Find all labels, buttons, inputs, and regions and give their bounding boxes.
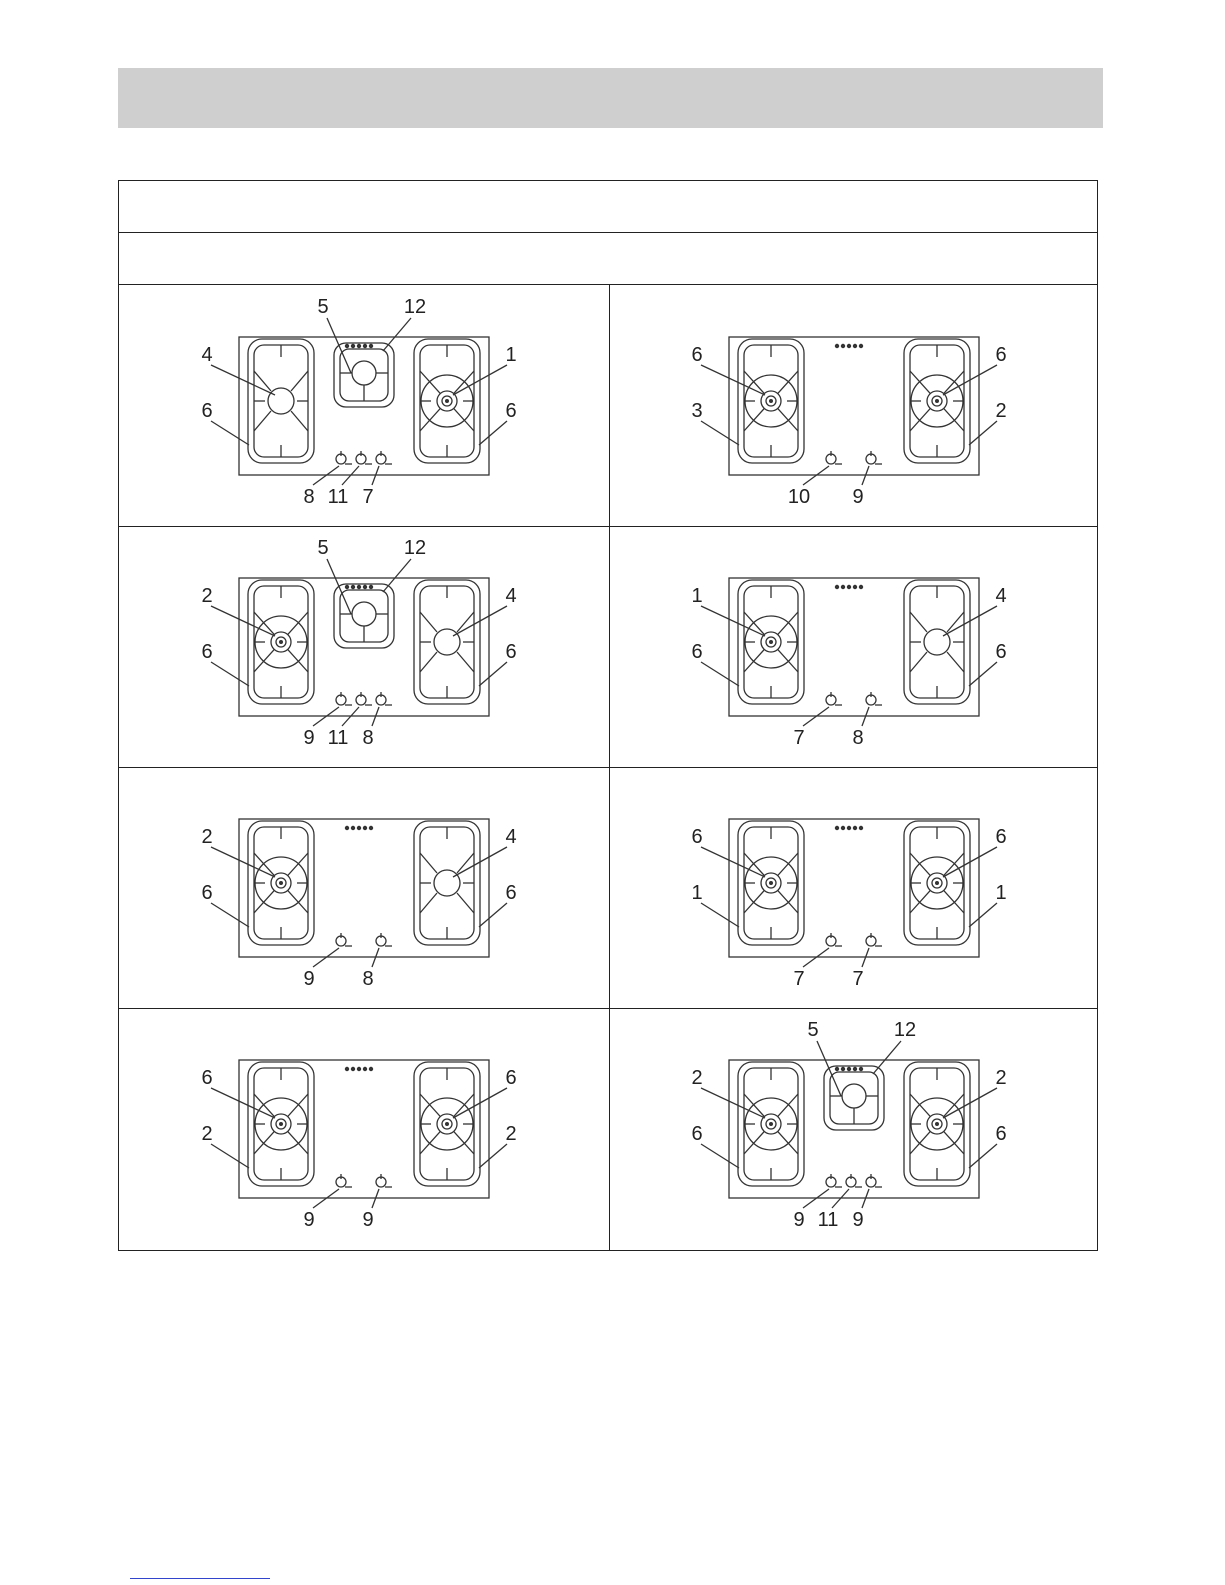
section-header-bar <box>118 68 1103 128</box>
leader-line <box>479 421 507 445</box>
indicator-dot-icon <box>835 1067 839 1071</box>
label-upper-right: 6 <box>505 1067 517 1089</box>
label-bottom: 9 <box>852 1209 864 1231</box>
label-lower-left: 6 <box>201 400 213 422</box>
leader-line <box>211 365 275 395</box>
label-bottom: 7 <box>852 968 864 990</box>
label-bottom: 8 <box>362 727 374 749</box>
label-bottom: 8 <box>852 727 864 749</box>
indicator-dot-icon <box>351 826 355 830</box>
label-bottom: 9 <box>852 486 864 508</box>
label-lower-right: 6 <box>995 641 1007 663</box>
burner-cap-icon <box>434 629 460 655</box>
leader-line <box>701 421 739 445</box>
indicator-dot-icon <box>847 344 851 348</box>
label-lower-right: 6 <box>505 882 517 904</box>
indicator-dot-icon <box>847 826 851 830</box>
hob-diagram-cell <box>119 285 609 526</box>
indicator-dot-icon <box>853 826 857 830</box>
label-bottom: 9 <box>303 968 315 990</box>
diagram-grid <box>119 285 1097 1250</box>
indicator-dot-icon <box>369 585 373 589</box>
label-lower-left: 2 <box>201 1123 213 1145</box>
label-lower-left: 6 <box>691 641 703 663</box>
label-lower-right: 6 <box>505 400 517 422</box>
hob-diagram <box>119 526 609 767</box>
hob-diagram <box>609 1008 1099 1249</box>
label-top-b: 12 <box>403 296 427 318</box>
label-upper-left: 6 <box>691 826 703 848</box>
indicator-dot-icon <box>345 826 349 830</box>
label-bottom: 10 <box>787 486 811 508</box>
hob-diagram-cell <box>609 526 1099 767</box>
table-header-row-1 <box>119 181 1097 233</box>
indicator-dot-icon <box>841 585 845 589</box>
indicator-dot-icon <box>859 344 863 348</box>
indicator-dot-icon <box>363 826 367 830</box>
leader-line <box>383 559 411 592</box>
label-bottom: 9 <box>303 727 315 749</box>
label-lower-left: 6 <box>201 641 213 663</box>
indicator-dot-icon <box>357 826 361 830</box>
label-bottom: 9 <box>793 1209 805 1231</box>
indicator-dot-icon <box>357 344 361 348</box>
burner-cap-icon <box>924 629 950 655</box>
burner-cap-icon <box>268 388 294 414</box>
label-upper-right: 4 <box>995 585 1007 607</box>
indicator-dot-icon <box>369 1067 373 1071</box>
label-bottom: 7 <box>362 486 374 508</box>
hob-diagram-cell <box>609 285 1099 526</box>
indicator-dot-icon <box>351 344 355 348</box>
wok-burner-icon <box>352 602 376 626</box>
hob-diagram <box>119 767 609 1008</box>
indicator-dot-icon <box>345 585 349 589</box>
hob-diagram <box>609 526 1099 767</box>
label-top-a: 5 <box>317 537 329 559</box>
indicator-dot-icon <box>853 585 857 589</box>
label-upper-right: 1 <box>505 344 517 366</box>
indicator-dot-icon <box>847 585 851 589</box>
label-lower-right: 6 <box>505 641 517 663</box>
leader-line <box>701 1144 739 1168</box>
indicator-dot-icon <box>853 344 857 348</box>
label-lower-left: 1 <box>691 882 703 904</box>
indicator-dot-icon <box>363 344 367 348</box>
label-bottom: 7 <box>793 968 805 990</box>
hob-diagram-cell <box>609 1008 1099 1249</box>
label-upper-right: 4 <box>505 826 517 848</box>
hob-diagram <box>119 285 609 526</box>
leader-line <box>383 318 411 351</box>
indicator-dot-icon <box>357 1067 361 1071</box>
indicator-dot-icon <box>841 344 845 348</box>
indicator-dot-icon <box>369 344 373 348</box>
wok-burner-icon <box>842 1084 866 1108</box>
label-upper-left: 6 <box>691 344 703 366</box>
label-bottom: 9 <box>303 1209 315 1231</box>
label-upper-right: 6 <box>995 826 1007 848</box>
indicator-dot-icon <box>859 826 863 830</box>
table-header-row-2 <box>119 233 1097 285</box>
leader-line <box>479 662 507 686</box>
label-top-b: 12 <box>893 1019 917 1041</box>
label-upper-left: 6 <box>201 1067 213 1089</box>
hob-diagram <box>609 285 1099 526</box>
indicator-dot-icon <box>841 1067 845 1071</box>
label-upper-left: 1 <box>691 585 703 607</box>
label-bottom: 9 <box>362 1209 374 1231</box>
leader-line <box>969 662 997 686</box>
label-lower-right: 1 <box>995 882 1007 904</box>
indicator-dot-icon <box>345 1067 349 1071</box>
hob-diagram-cell <box>119 1008 609 1249</box>
indicator-dot-icon <box>835 585 839 589</box>
label-bottom: 8 <box>303 486 315 508</box>
hob-diagram-cell <box>119 767 609 1008</box>
leader-line <box>969 903 997 927</box>
leader-line <box>969 1144 997 1168</box>
hob-models-table <box>118 180 1098 1251</box>
indicator-dot-icon <box>369 826 373 830</box>
leader-line <box>211 903 249 927</box>
wok-burner-icon <box>352 361 376 385</box>
label-bottom: 8 <box>362 968 374 990</box>
burner-cap-icon <box>434 870 460 896</box>
indicator-dot-icon <box>357 585 361 589</box>
indicator-dot-icon <box>351 1067 355 1071</box>
leader-line <box>211 421 249 445</box>
indicator-dot-icon <box>835 826 839 830</box>
label-upper-right: 6 <box>995 344 1007 366</box>
hob-diagram-cell <box>119 526 609 767</box>
indicator-dot-icon <box>835 344 839 348</box>
indicator-dot-icon <box>351 585 355 589</box>
hob-diagram <box>119 1008 609 1249</box>
leader-line <box>873 1041 901 1074</box>
leader-line <box>211 662 249 686</box>
hob-diagram-cell <box>609 767 1099 1008</box>
indicator-dot-icon <box>859 1067 863 1071</box>
leader-line <box>701 662 739 686</box>
indicator-dot-icon <box>859 585 863 589</box>
label-lower-left: 6 <box>691 1123 703 1145</box>
leader-line <box>479 1144 507 1168</box>
footer-rule <box>130 1578 270 1579</box>
label-bottom: 7 <box>793 727 805 749</box>
label-upper-right: 2 <box>995 1067 1007 1089</box>
label-lower-right: 2 <box>505 1123 517 1145</box>
label-top-b: 12 <box>403 537 427 559</box>
hob-diagram <box>609 767 1099 1008</box>
leader-line <box>969 421 997 445</box>
label-bottom: 11 <box>327 486 349 508</box>
label-upper-right: 4 <box>505 585 517 607</box>
label-upper-left: 2 <box>691 1067 703 1089</box>
label-lower-right: 2 <box>995 400 1007 422</box>
label-bottom: 11 <box>327 727 349 749</box>
indicator-dot-icon <box>853 1067 857 1071</box>
indicator-dot-icon <box>841 826 845 830</box>
label-bottom: 11 <box>817 1209 839 1231</box>
leader-line <box>479 903 507 927</box>
label-upper-left: 2 <box>201 826 213 848</box>
indicator-dot-icon <box>363 1067 367 1071</box>
label-upper-left: 4 <box>201 344 213 366</box>
indicator-dot-icon <box>363 585 367 589</box>
label-lower-right: 6 <box>995 1123 1007 1145</box>
label-lower-left: 3 <box>691 400 703 422</box>
label-top-a: 5 <box>807 1019 819 1041</box>
label-upper-left: 2 <box>201 585 213 607</box>
indicator-dot-icon <box>847 1067 851 1071</box>
indicator-dot-icon <box>345 344 349 348</box>
label-lower-left: 6 <box>201 882 213 904</box>
leader-line <box>701 903 739 927</box>
label-top-a: 5 <box>317 296 329 318</box>
leader-line <box>211 1144 249 1168</box>
